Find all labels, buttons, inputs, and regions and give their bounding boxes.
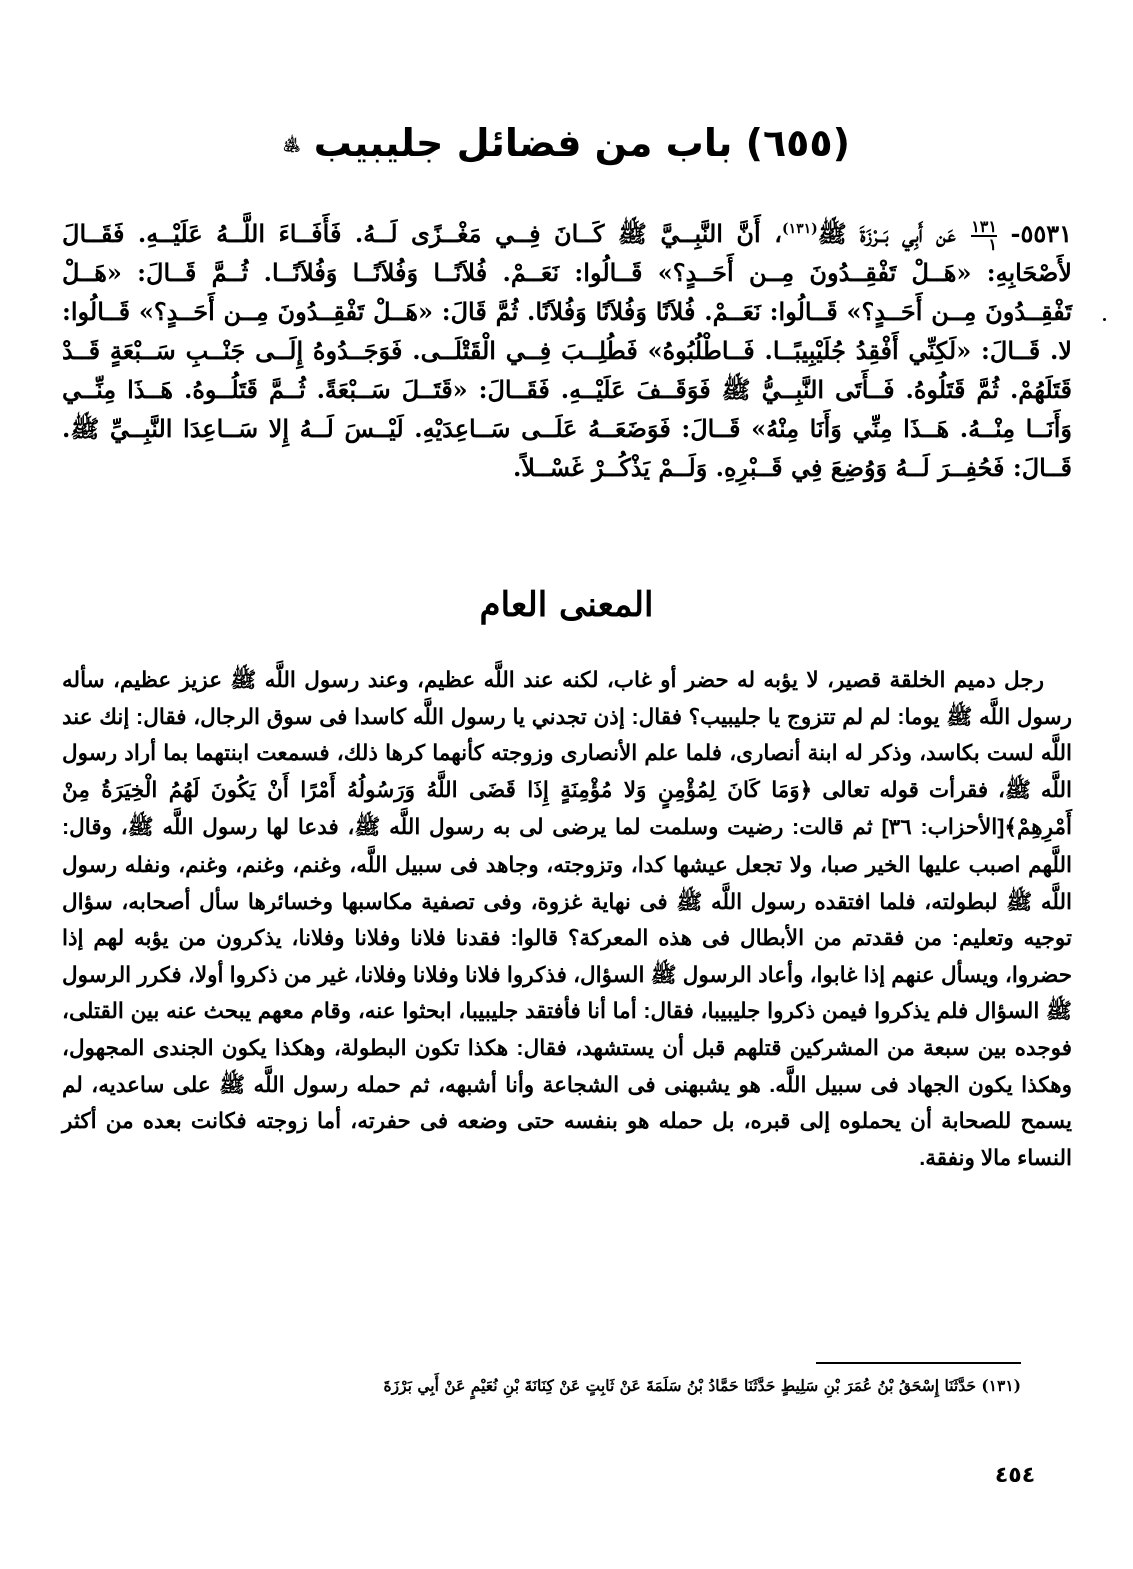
commentary-part-2: ثم قالت: رضيت وسلمت لما يرضى لى به رسول اللَّه ﷺ، فدعا لها رسول اللَّه ﷺ، وقال: اللَّهم اصبب عليها الخير صبا، ولا تجعل عيشها كدا، وتزوجته، وجاهد فى سبيل اللَّه، وغنم، وغنم، وغنم، ونفله رسول اللَّه ﷺ لبطولته، فلما افتقده رسول اللَّه ﷺ فى نهاية غزوة، وفى تصفية مكاسبها وخسائرها سأل أصحابه، سؤال توجيه وتعليم: من فقدتم من الأبطال فى هذه المعركة؟ قالوا: فقدنا فلانا وفلانا وفلانا، يذكرون من يؤبه لهم إذا حضروا، ويسأل عنهم إذا غابوا، وأعاد الرسول ﷺ السؤال، فذكروا فلانا وفلانا وفلانا، غير من ذكروا أولا، فكرر الرسول ﷺ السؤال فلم يذكروا فيمن ذكروا جليبيبا، فقال: أما أنا فأفتقد جليبيبا، ابحثوا عنه، وقام معهم يبحث عنه بين القتلى، فوجده بين سبعة من المشركين قتلهم قبل أن يستشهد، فقال: هكذا تكون البطولة، وهكذا يكون الجندى المجهول، وهكذا يكون الجهاد فى سبيل اللَّه. هو يشبهنى فى الشجاعة وأنا أشبهه، ثم حمله رسول اللَّه ﷺ على ساعديه، لم يسمح للصحابة أن يحملوه إلى قبره، بل حمله هو بنفسه حتى وضعه فى حفرته، أما زوجته فكانت بعده من أكثر النساء مالا ونفقة. xyxy=(62,815,1072,1170)
honorific-icon: ﵁ xyxy=(283,135,301,155)
hadith-sub-number-bottom: ١ xyxy=(988,234,997,254)
scan-speck xyxy=(1103,318,1106,321)
footnote-text: حَدَّثَنَا إِسْحَقُ بْنُ عُمَرَ بْنِ سَلِيطٍ حَدَّثَنَا حَمَّادُ بْنُ سَلَمَةَ عَنْ ثَابِتٍ عَنْ كِنَانَةَ بْنِ نُعَيْمٍ عَنْ أَبِي بَرْزَةَ xyxy=(383,1376,976,1395)
quran-verse: ﴿وَمَا كَانَ لِمُؤْمِنٍ وَلا مُؤْمِنَةٍ إِذَا قَضَى اللَّهُ وَرَسُولُهُ أَمْرًا أَنْ يَكُونَ لَهُمُ الْخِيَرَةُ مِنْ أَمْرِهِمْ﴾ xyxy=(62,777,1072,841)
footnote-reference[interactable]: (١٣١) xyxy=(781,221,818,237)
commentary-paragraph xyxy=(62,662,1072,1176)
hadith-body: ، أَنَّ النَّبِــيَّ ﷺ كَــانَ فِــي مَغْــزًى لَــهُ. فَأَفَــاءَ اللَّــهُ عَلَيْــهِ. فَقَــالَ لأَصْحَابِهِ: «هَــلْ تَفْقِــدُونَ مِــن أَحَــدٍ؟» قَــالُوا: نَعَــمْ. فُلاَنًــا وَفُلاَنًــا وَفُلاَنًــا. ثُــمَّ قَــالَ: «هَــلْ تَفْقِــدُونَ مِــن أَحَــدٍ؟» قَــالُوا: نَعَــمْ. فُلاَنًا وَفُلاَنًا وَفُلاَنًا. ثُمَّ قَالَ: «هَــلْ تَفْقِــدُونَ مِــن أَحَــدٍ؟» قَــالُوا: لا. قَــالَ: «لَكِنِّي أَفْقِدُ جُلَيْبِيبًــا. فَــاطْلُبُوهُ» فَطُلِــبَ فِــي الْقَتْلَــى. فَوَجَــدُوهُ إِلَــى جَنْــبِ سَــبْعَةٍ قَــدْ قَتَلَهُمْ. ثُمَّ قَتَلُوهُ. فَــأَتَى النَّبِــيُّ ﷺ فَوَقَــفَ عَلَيْــهِ. فَقَــالَ: «قَتَــلَ سَــبْعَةً. ثُــمَّ قَتَلُــوهُ. هَــذَا مِنِّــي وَأَنَــا مِنْــهُ. هَــذَا مِنِّي وَأَنَا مِنْهُ» قَــالَ: فَوَضَعَــهُ عَلَــى سَــاعِدَيْهِ. لَيْــسَ لَــهُ إِلا سَــاعِدَا النَّبِــيِّ ﷺ. قَــالَ: فَحُفِــرَ لَــهُ وَوُضِعَ فِي قَــبْرِهِ. وَلَــمْ يَذْكُــرْ غَسْــلاً. xyxy=(62,219,1072,482)
hadith-text xyxy=(62,210,1072,487)
hadith-narrator: عَن أَبِي بَــرْزَةَ ﷺ xyxy=(817,219,956,248)
footnote xyxy=(61,1374,1021,1398)
footnote-divider xyxy=(816,1362,1021,1364)
hadith-sub-number xyxy=(971,216,997,254)
commentary-text xyxy=(62,662,1072,1176)
hadith-sub-number-top: ١٣١ xyxy=(971,216,997,236)
quran-reference: [الأحزاب: ٣٦] xyxy=(881,815,1005,840)
footnote-number: (١٣١) xyxy=(981,1376,1021,1395)
hadith-number: ٥٥٣١- xyxy=(1010,219,1072,248)
chapter-title-text: باب من فضائل جليبيب xyxy=(313,121,733,165)
chapter-number: (٦٥٥) xyxy=(745,121,850,165)
page-number: ٤٥٤ xyxy=(994,1463,1036,1488)
commentary-part-1: رجل دميم الخلقة قصير، لا يؤبه له حضر أو غاب، لكنه عند اللَّه عظيم، وعند رسول اللَّه ﷺ عزيز عظيم، سأله رسول اللَّه ﷺ يوما: لم لم تتزوج يا جليبيب؟ فقال: إذن تجدني يا رسول اللَّه كاسدا فى سوق الرجال، فقال: إنك عند اللَّه لست بكاسد، وذكر له ابنة أنصارى، فلما علم الأنصارى وزوجته كأنهما كرها ذلك، فسمعت ابنتهما بما أراد رسول اللَّه ﷺ، فقرأت قوله تعالى xyxy=(62,668,1072,802)
chapter-title xyxy=(0,118,1133,171)
section-title: المعنى العام xyxy=(479,585,654,625)
